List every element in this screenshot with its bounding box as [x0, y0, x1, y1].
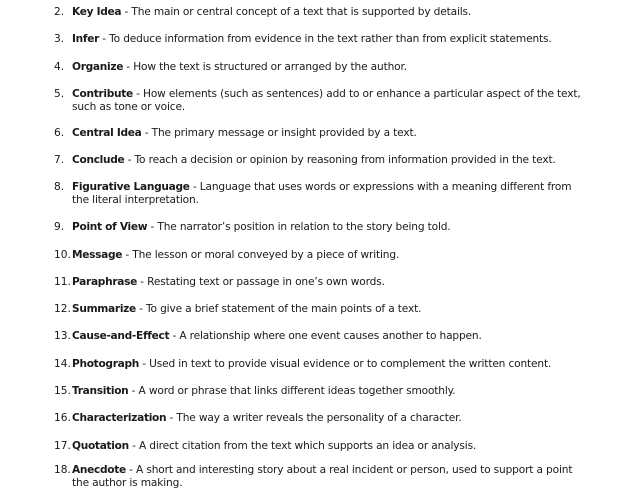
entry-number: 8.	[54, 181, 65, 193]
entry-definition: - The way a writer reveals the personality of a character.	[166, 412, 462, 424]
entry-text	[72, 276, 590, 289]
entry-definition: - The narrator’s position in relation to the story being told.	[147, 221, 451, 233]
entry-definition: - The main or central concept of a text that is supported by details.	[121, 6, 472, 18]
entry-definition: - A short and interesting story about a real incident or person, used to support a point the author is making.	[72, 464, 573, 489]
entry-text	[72, 303, 590, 316]
entry-text	[72, 181, 590, 207]
entry-text	[72, 464, 590, 490]
entry-text	[72, 249, 590, 262]
entry-definition: - The lesson or moral conveyed by a piece of writing.	[122, 249, 400, 261]
entry-term: Message	[72, 249, 123, 261]
entry-definition: - How the text is structured or arranged by the author.	[123, 61, 407, 73]
entry-term: Characterization	[72, 412, 167, 424]
entry-text	[72, 385, 590, 398]
entry-text	[72, 358, 590, 371]
entry-number: 10.	[54, 249, 71, 261]
entry-text	[72, 154, 590, 167]
entry-number: 11.	[54, 276, 71, 288]
entry-number: 15.	[54, 385, 71, 397]
entry-number: 7.	[54, 154, 65, 166]
entry-definition: - Used in text to provide visual evidence or to complement the written content.	[139, 358, 552, 370]
entry-term: Infer	[72, 33, 100, 45]
entry-term: Cause-and-Effect	[72, 330, 170, 342]
entry-definition: - A word or phrase that links different ideas together smoothly.	[128, 385, 456, 397]
entry-number: 13.	[54, 330, 71, 342]
entry-number: 12.	[54, 303, 71, 315]
entry-number: 5.	[54, 88, 65, 100]
entry-number: 2.	[54, 6, 65, 18]
entry-definition: - Restating text or passage in one’s own words.	[137, 276, 385, 288]
entry-term: Key Idea	[72, 6, 122, 18]
entry-definition: - The primary message or insight provided by a text.	[141, 127, 417, 139]
entry-text	[72, 440, 590, 453]
entry-definition: - To give a brief statement of the main points of a text.	[135, 303, 422, 315]
entry-term: Photograph	[72, 358, 140, 370]
entry-term: Organize	[72, 61, 124, 73]
entry-text	[72, 412, 590, 425]
entry-text	[72, 33, 590, 46]
entry-text	[72, 61, 590, 74]
entry-definition: - How elements (such as sentences) add to or enhance a particular aspect of the text, such as tone or voice.	[72, 88, 581, 113]
entry-number: 6.	[54, 127, 65, 139]
entry-number: 14.	[54, 358, 71, 370]
entry-number: 4.	[54, 61, 65, 73]
entry-definition: - A direct citation from the text which supports an idea or analysis.	[128, 440, 477, 452]
entry-term: Point of View	[72, 221, 148, 233]
entry-term: Paraphrase	[72, 276, 137, 288]
entry-number: 3.	[54, 33, 65, 45]
entry-text	[72, 221, 590, 234]
entry-text	[72, 6, 590, 19]
entry-definition: - To deduce information from evidence in the text rather than from explicit statements.	[99, 33, 552, 45]
entry-term: Contribute	[72, 88, 133, 100]
entry-term: Conclude	[72, 154, 125, 166]
entry-definition: - A relationship where one event causes another to happen.	[169, 330, 482, 342]
entry-number: 17.	[54, 440, 71, 452]
entry-number: 18.	[54, 464, 71, 476]
entry-term: Central Idea	[72, 127, 142, 139]
entry-text	[72, 88, 590, 114]
entry-term: Figurative Language	[72, 181, 190, 193]
entry-text	[72, 330, 590, 343]
entry-term: Summarize	[72, 303, 136, 315]
entry-definition: - Language that uses words or expressions with a meaning different from the literal interpretation.	[72, 181, 572, 206]
entry-number: 9.	[54, 221, 65, 233]
entry-term: Quotation	[72, 440, 129, 452]
entry-number: 16.	[54, 412, 71, 424]
entry-term: Transition	[72, 385, 129, 397]
entry-definition: - To reach a decision or opinion by reasoning from information provided in the text.	[124, 154, 556, 166]
entry-text	[72, 127, 590, 140]
entry-term: Anecdote	[72, 464, 126, 476]
